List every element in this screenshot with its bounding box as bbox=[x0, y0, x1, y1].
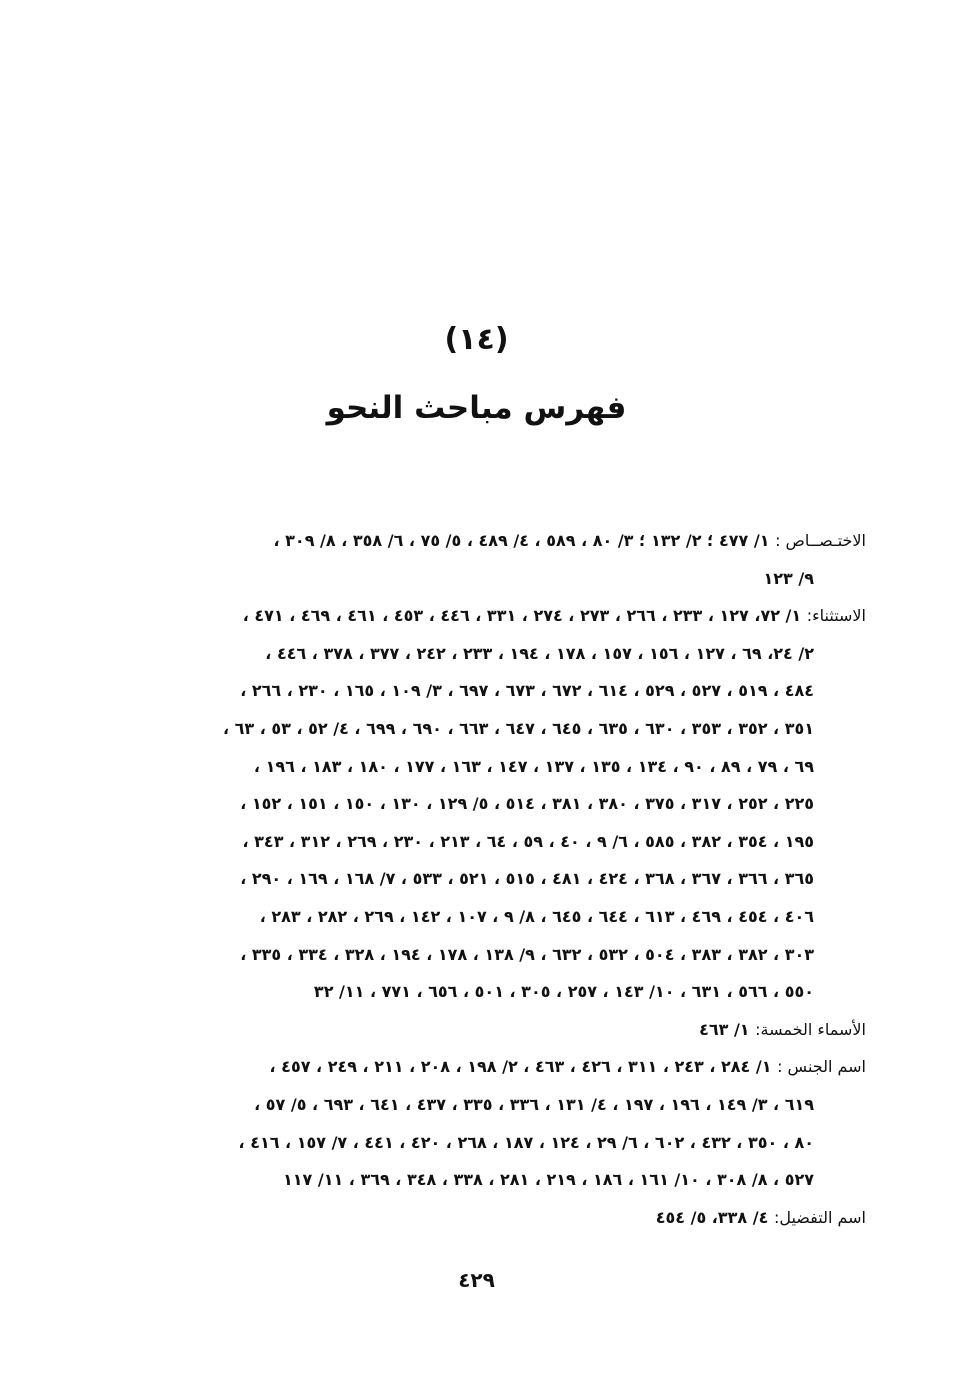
entry-continuation-line: ٣٠٣ ، ٣٨٢ ، ٣٨٣ ، ٥٠٤ ، ٥٣٢ ، ٦٣٢ ، ٩/ ١٣٨ ، ١٧٨ ، ١٩٤ ، ٣٢٨ ، ٣٣٤ ، ٣٣٥ ، bbox=[240, 944, 814, 964]
entry-term: الاستثناء: bbox=[806, 606, 866, 626]
entry-first-line bbox=[118, 1199, 866, 1237]
entry-continuation-line: ٢٢٥ ، ٢٥٢ ، ٣١٧ ، ٣٧٥ ، ٣٨٠ ، ٣٨١ ، ٥١٤ ، ٥/ ١٢٩ ، ١٣٠ ، ١٥٠ ، ١٥١ ، ١٥٢ ، bbox=[240, 794, 814, 814]
entry-first-line bbox=[118, 597, 866, 635]
entry-term: اسم التفضيل: bbox=[773, 1207, 866, 1227]
entry-continuation-line: ٣٥١ ، ٣٥٢ ، ٣٥٣ ، ٦٣٠ ، ٦٣٥ ، ٦٤٥ ، ٦٤٧ ، ٦٦٣ ، ٦٩٠ ، ٦٩٩ ، ٤/ ٥٢ ، ٥٣ ، ٦٣ ، bbox=[222, 718, 814, 738]
entry-continuation-line: ٦١٩ ، ٣/ ١٤٩ ، ١٩٦ ، ١٩٧ ، ٤/ ١٣١ ، ٣٣٦ ، ٣٣٥ ، ٤٣٧ ، ٦٤١ ، ٦٩٣ ، ٥/ ٥٧ ، bbox=[254, 1094, 814, 1114]
index-entry bbox=[118, 522, 866, 597]
entry-term: اسم الجنس : bbox=[777, 1057, 866, 1077]
entry-first-line bbox=[118, 1011, 866, 1049]
entry-references: ١/ ٤٧٧ ؛ ٢/ ١٣٢ ؛ ٣/ ٨٠ ، ٥٨٩ ، ٤/ ٤٨٩ ، ٥/ ٧٥ ، ٦/ ٣٥٨ ، ٨/ ٣٠٩ ، bbox=[273, 531, 770, 550]
entry-continuation-line: ٨٠ ، ٣٥٠ ، ٤٣٢ ، ٦٠٢ ، ٦/ ٢٩ ، ١٢٤ ، ١٨٧ ، ٢٦٨ ، ٤٢٠ ، ٤٤١ ، ٧/ ١٥٧ ، ٤١٦ ، bbox=[238, 1132, 814, 1152]
entry-term: الأسماء الخمسة: bbox=[755, 1019, 866, 1039]
chapter-number: (١٤) bbox=[444, 322, 509, 357]
entry-first-line bbox=[118, 522, 866, 560]
entry-continuation-line: ٣٦٥ ، ٣٦٦ ، ٣٦٧ ، ٣٦٨ ، ٤٢٤ ، ٤٨١ ، ٥١٥ ، ٥٢١ ، ٥٣٣ ، ٧/ ١٦٨ ، ١٦٩ ، ٢٩٠ ، bbox=[240, 869, 814, 889]
entry-continuation-line: ٤٠٦ ، ٤٥٤ ، ٤٦٩ ، ٦١٣ ، ٦٤٤ ، ٦٤٥ ، ٨/ ٩ ، ١٠٧ ، ١٤٢ ، ٢٦٩ ، ٢٨٢ ، ٢٨٣ ، bbox=[259, 906, 814, 926]
entry-continuation-line: ٥٥٠ ، ٥٦٦ ، ٦٣١ ، ١٠/ ١٤٣ ، ٢٥٧ ، ٣٠٥ ، ٥٠١ ، ٦٥٦ ، ٧٧١ ، ١١/ ٣٢ bbox=[313, 982, 814, 1002]
index-entry bbox=[118, 1199, 866, 1237]
entry-continuation-line: ١٩٥ ، ٣٥٤ ، ٣٨٢ ، ٥٨٥ ، ٦/ ٩ ، ٤٠ ، ٥٩ ، ٦٤ ، ٢١٣ ، ٢٣٠ ، ٢٦٩ ، ٣١٢ ، ٣٤٣ ، bbox=[242, 831, 814, 851]
entry-references: ٤/ ٣٣٨، ٥/ ٤٥٤ bbox=[655, 1207, 769, 1227]
entry-continuation-line: ٥٢٧ ، ٨/ ٣٠٨ ، ١٠/ ١٦١ ، ١٨٦ ، ٢١٩ ، ٢٨١ ، ٣٣٨ ، ٣٤٨ ، ٣٦٩ ، ١١/ ١١٧ bbox=[282, 1170, 814, 1190]
index-entry bbox=[118, 597, 866, 1011]
entry-first-line bbox=[118, 1048, 866, 1086]
entry-continuation-line: ٩/ ١٢٣ bbox=[763, 568, 814, 588]
index-entries bbox=[118, 522, 866, 1236]
chapter-title: فهرس مباحث النحو bbox=[326, 390, 627, 426]
page-number: ٤٢٩ bbox=[458, 1268, 495, 1292]
entry-continuation-line: ٤٨٤ ، ٥١٩ ، ٥٢٧ ، ٥٢٩ ، ٦١٤ ، ٦٧٢ ، ٦٧٣ ، ٦٩٧ ، ٣/ ١٠٩ ، ١٦٥ ، ٢٣٠ ، ٢٦٦ ، bbox=[240, 681, 814, 701]
entry-references: ١/ ٢٨٤ ، ٢٤٣ ، ٣١١ ، ٤٢٦ ، ٤٦٣ ، ٢/ ١٩٨ ، ٢٠٨ ، ٢١١ ، ٢٤٩ ، ٤٥٧ ، bbox=[269, 1057, 772, 1077]
entry-references: ١/ ٤٦٣ bbox=[699, 1019, 750, 1039]
index-entry bbox=[118, 1011, 866, 1049]
entry-references: ١/ ٧٢، ١٢٧ ، ٢٣٣ ، ٢٦٦ ، ٢٧٣ ، ٢٧٤ ، ٣٣١ ، ٤٤٦ ، ٤٥٣ ، ٤٦١ ، ٤٦٩ ، ٤٧١ ، bbox=[242, 606, 802, 626]
entry-continuation-line: ٢/ ٢٤، ٦٩ ، ١٢٧ ، ١٥٦ ، ١٥٧ ، ١٧٨ ، ١٩٤ ، ٢٣٣ ، ٢٤٢ ، ٣٧٧ ، ٣٧٨ ، ٤٤٦ ، bbox=[265, 643, 814, 663]
entry-continuation-line: ٦٩ ، ٧٩ ، ٨٩ ، ٩٠ ، ١٣٤ ، ١٣٥ ، ١٣٧ ، ١٤٧ ، ١٦٣ ، ١٧٧ ، ١٨٠ ، ١٨٣ ، ١٩٦ ، bbox=[253, 756, 814, 776]
entry-term: الاختـصــاص : bbox=[775, 531, 866, 550]
index-entry bbox=[118, 1048, 866, 1198]
